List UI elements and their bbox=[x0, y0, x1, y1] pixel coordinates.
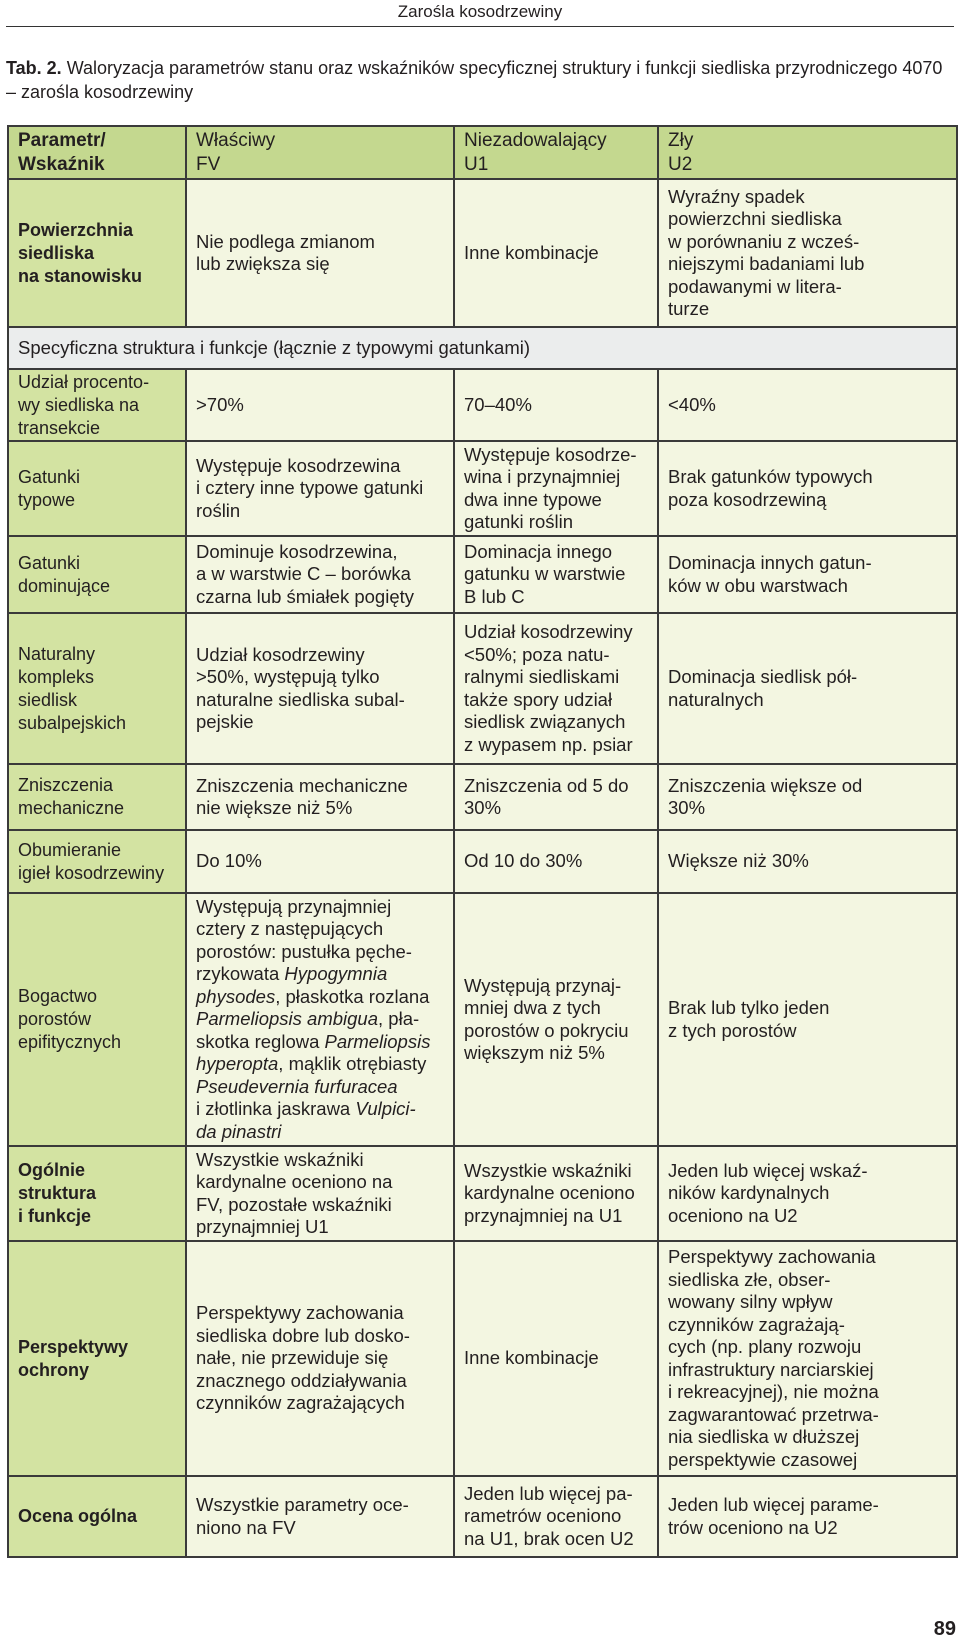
dominant-species-u2 bbox=[658, 536, 957, 613]
text-line: Dominuje kosodrzewina, bbox=[196, 540, 398, 562]
text-line: mechaniczne bbox=[18, 798, 125, 818]
overall-structure-u2 bbox=[658, 1146, 957, 1241]
overall-u1 bbox=[454, 1476, 658, 1557]
text-line: Wyraźny spadek bbox=[668, 185, 805, 207]
text-line: na U1, brak ocen U2 bbox=[464, 1527, 634, 1549]
text-line: 30% bbox=[668, 797, 706, 818]
text-line: Bogactwo bbox=[18, 986, 98, 1006]
text-line: Wskaźnik bbox=[18, 153, 105, 175]
prospects-u1 bbox=[454, 1241, 658, 1476]
text-line: FV bbox=[196, 153, 221, 175]
param-typical-species bbox=[8, 441, 186, 536]
text-line: struktura bbox=[18, 1183, 97, 1203]
text-line: Udział procento- bbox=[18, 371, 150, 392]
text-line: kardynalne oceniono na bbox=[196, 1171, 393, 1192]
text-line: nia siedliska w dłuższej bbox=[668, 1426, 860, 1447]
table-row-prospects bbox=[8, 1241, 957, 1476]
lichens-u2 bbox=[658, 893, 957, 1146]
share-fv bbox=[186, 369, 454, 441]
text-line: Wszystkie parametry oce- bbox=[196, 1494, 409, 1515]
text-line: >50%, występują tylko bbox=[196, 666, 380, 687]
text-line: przynajmniej U1 bbox=[196, 1216, 329, 1237]
running-header: Zarośla kosodrzewiny bbox=[397, 2, 563, 21]
param-needle-dieback bbox=[8, 830, 186, 893]
text-line: siedliska dobre lub dosko- bbox=[196, 1324, 410, 1346]
text-line: Ogólnie bbox=[18, 1160, 85, 1180]
table-caption bbox=[6, 56, 956, 104]
text-line: lub zwiększa się bbox=[196, 253, 330, 274]
text-line: Perspektywy bbox=[18, 1336, 129, 1357]
text-line: Wszystkie wskaźniki bbox=[464, 1159, 632, 1181]
text-line: infrastruktury narciarskiej bbox=[668, 1358, 874, 1380]
text-line: Dominacja innego bbox=[464, 540, 613, 562]
text-line: subalpejskich bbox=[18, 712, 127, 733]
text-line: Parametr/ bbox=[18, 129, 106, 151]
area-fv bbox=[186, 179, 454, 327]
text-line: ochrony bbox=[18, 1359, 90, 1380]
lichens-fv: Występują przynajmniej cztery z następujących porostów: pustułka pęche- rzykowata Hypogymnia physodes, płaskotka rozlana Parmeliopsis ambigua, pła- skotka reglowa Parmeliopsis hyperopta, mąklik otrębiasty Pseudevernia furfuracea i złotlinka jaskrawa Vulpici- da pinastri bbox=[186, 893, 454, 1146]
param-share bbox=[8, 369, 186, 441]
param-lichens bbox=[8, 893, 186, 1146]
param-overall bbox=[8, 1476, 186, 1557]
text-line: rametrów oceniono bbox=[464, 1505, 622, 1527]
mechanical-damage-u1 bbox=[454, 764, 658, 830]
lichens-u1 bbox=[454, 893, 658, 1146]
text-line: roślin bbox=[196, 499, 241, 521]
valuation-table bbox=[7, 125, 958, 1558]
text-line: B lub C bbox=[464, 585, 525, 607]
natural-complex-u1 bbox=[454, 613, 658, 764]
text-line: siedlisk bbox=[18, 689, 78, 710]
text-line: naturalnych bbox=[668, 688, 764, 710]
prospects-u2 bbox=[658, 1241, 957, 1476]
table-row bbox=[8, 764, 957, 830]
table-row-overall-structure bbox=[8, 1146, 957, 1241]
table-row-area bbox=[8, 179, 957, 327]
text-line: siedlisk związanych bbox=[464, 711, 626, 732]
param-area bbox=[8, 179, 186, 327]
text-line: niejszymi badaniami lub bbox=[668, 253, 865, 274]
text-line: Inne kombinacje bbox=[464, 1347, 599, 1369]
param-natural-complex bbox=[8, 613, 186, 764]
text-line: Jeden lub więcej wskaź- bbox=[668, 1159, 868, 1181]
text-line: także spory udział bbox=[464, 688, 613, 710]
text-line: niono na FV bbox=[196, 1516, 296, 1538]
text-line: Udział kosodrzewiny bbox=[464, 621, 633, 642]
table-row bbox=[8, 369, 957, 441]
text-line: porostów o pokryciu bbox=[464, 1019, 629, 1041]
text-line: oceniono na U2 bbox=[668, 1204, 798, 1226]
text-line: Perspektywy zachowania bbox=[196, 1302, 404, 1324]
text-line: mniej dwa z tych bbox=[464, 997, 601, 1018]
text-line: pejskie bbox=[196, 711, 254, 732]
text-line: Zniszczenia od 5 do bbox=[464, 774, 629, 796]
header-fv bbox=[186, 126, 454, 179]
text-line: poza kosodrzewiną bbox=[668, 488, 827, 510]
header-parameter bbox=[8, 126, 186, 179]
text-line: Większe niż 30% bbox=[668, 850, 809, 872]
param-dominant-species bbox=[8, 536, 186, 613]
caption-label: Tab. 2. bbox=[6, 58, 62, 78]
text-line: Gatunki bbox=[18, 466, 81, 487]
section-title: Specyficzna struktura i funkcje (łącznie z typowymi gatunkami) bbox=[8, 327, 957, 369]
text-line: Zniszczenia bbox=[18, 775, 114, 795]
text-line: Powierzchnia bbox=[18, 219, 134, 240]
typical-species-u1 bbox=[454, 441, 658, 536]
table-header-row bbox=[8, 126, 957, 179]
text-line: Obumieranie bbox=[18, 839, 122, 860]
caption-text: Waloryzacja parametrów stanu oraz wskaźników specyficznej struktury i funkcji siedliska przyrodniczego 4070 – zarośla kosodrzewiny bbox=[6, 58, 943, 102]
text-line: i funkcje bbox=[18, 1206, 92, 1226]
text-line: siedliska złe, obser- bbox=[668, 1268, 831, 1290]
table-row-lichens bbox=[8, 893, 957, 1146]
text-line: FV, pozostałe wskaźniki bbox=[196, 1193, 392, 1215]
text-line: Dominacja siedlisk pół- bbox=[668, 666, 858, 687]
section-row bbox=[8, 327, 957, 369]
text-line: wowany silny wpływ bbox=[668, 1291, 833, 1312]
natural-complex-fv bbox=[186, 613, 454, 764]
text-line: >70% bbox=[196, 393, 244, 415]
table-row-overall bbox=[8, 1476, 957, 1557]
text-line: Występują przynaj- bbox=[464, 974, 622, 996]
text-line: znacznego oddziaływania bbox=[196, 1369, 407, 1391]
header-rule bbox=[6, 26, 954, 27]
text-line: naturalne siedliska subal- bbox=[196, 688, 405, 710]
text-line: Ocena ogólna bbox=[18, 1506, 138, 1526]
text-line: zagwarantować przetrwa- bbox=[668, 1403, 879, 1425]
needle-dieback-fv bbox=[186, 830, 454, 893]
text-line: 30% bbox=[464, 797, 502, 818]
table-row bbox=[8, 536, 957, 613]
text-line: na stanowisku bbox=[18, 265, 143, 286]
text-line: cych (np. plany rozwoju bbox=[668, 1336, 862, 1357]
dominant-species-fv bbox=[186, 536, 454, 613]
text-line: Jeden lub więcej parame- bbox=[668, 1494, 879, 1515]
text-line: typowe bbox=[18, 489, 76, 510]
param-mechanical-damage bbox=[8, 764, 186, 830]
text-line: nałe, nie przewiduje się bbox=[196, 1347, 389, 1369]
text-line: 70–40% bbox=[464, 393, 532, 415]
share-u1 bbox=[454, 369, 658, 441]
text-line: dwa inne typowe bbox=[464, 488, 602, 510]
text-line: ków w obu warstwach bbox=[668, 574, 848, 596]
share-u2 bbox=[658, 369, 957, 441]
area-u2 bbox=[658, 179, 957, 327]
table-row bbox=[8, 441, 957, 536]
text-line: nie większe niż 5% bbox=[196, 797, 353, 818]
page-number: 89 bbox=[933, 1618, 956, 1640]
text-line: czynników zagrażających bbox=[196, 1392, 405, 1414]
param-overall-structure bbox=[8, 1146, 186, 1241]
text-line: dominujące bbox=[18, 575, 111, 596]
text-line: ralnymi siedliskami bbox=[464, 666, 620, 687]
text-line: Niezadowalający bbox=[464, 129, 607, 151]
table-row bbox=[8, 613, 957, 764]
text-line: i rekreacyjnej), nie można bbox=[668, 1381, 879, 1402]
header-u1 bbox=[454, 126, 658, 179]
text-line: z tych porostów bbox=[668, 1019, 797, 1041]
text-line: porostów bbox=[18, 1009, 92, 1029]
natural-complex-u2 bbox=[658, 613, 957, 764]
text-line: a w warstwie C – borówka bbox=[196, 563, 411, 585]
overall-u2 bbox=[658, 1476, 957, 1557]
text-line: Występuje kosodrze- bbox=[464, 443, 637, 465]
typical-species-fv bbox=[186, 441, 454, 536]
text-line: kompleks bbox=[18, 666, 95, 687]
prospects-fv bbox=[186, 1241, 454, 1476]
text-line: z wypasem np. psiar bbox=[464, 733, 633, 755]
text-line: Zniszczenia mechaniczne bbox=[196, 774, 408, 796]
text-line: perspektywie czasowej bbox=[668, 1448, 858, 1470]
text-line: Gatunki bbox=[18, 552, 81, 573]
text-line: Naturalny bbox=[18, 643, 96, 664]
text-line: Inne kombinacje bbox=[464, 241, 599, 263]
text-line: Brak lub tylko jeden bbox=[668, 997, 830, 1018]
text-line: transekcie bbox=[18, 417, 101, 438]
text-line: kardynalne oceniono bbox=[464, 1182, 635, 1204]
text-line: siedliska bbox=[18, 242, 95, 263]
text-line: gatunku w warstwie bbox=[464, 563, 626, 585]
text-line: przynajmniej na U1 bbox=[464, 1204, 623, 1226]
typical-species-u2 bbox=[658, 441, 957, 536]
text-line: Występuje kosodrzewina bbox=[196, 454, 401, 476]
text-line: Perspektywy zachowania bbox=[668, 1246, 876, 1267]
text-line: Udział kosodrzewiny bbox=[196, 643, 365, 665]
text-line: Jeden lub więcej pa- bbox=[464, 1482, 633, 1504]
text-line: gatunki roślin bbox=[464, 511, 574, 532]
text-line: w porównaniu z wcześ- bbox=[668, 230, 860, 252]
dominant-species-u1 bbox=[454, 536, 658, 613]
mechanical-damage-fv bbox=[186, 764, 454, 830]
header-u2 bbox=[658, 126, 957, 179]
text-line: U2 bbox=[668, 153, 693, 175]
text-line: turze bbox=[668, 298, 710, 319]
area-u1 bbox=[454, 179, 658, 327]
text-line: U1 bbox=[464, 153, 489, 175]
text-line: czarna lub śmiałek pogięty bbox=[196, 585, 414, 607]
overall-structure-fv bbox=[186, 1146, 454, 1241]
text-line: Właściwy bbox=[196, 129, 276, 151]
text-line: Brak gatunków typowych bbox=[668, 466, 873, 487]
text-line: Zły bbox=[668, 129, 694, 151]
text-line: Wszystkie wskaźniki bbox=[196, 1148, 364, 1170]
text-line: większym niż 5% bbox=[464, 1042, 605, 1063]
text-line: igieł kosodrzewiny bbox=[18, 862, 165, 883]
mechanical-damage-u2 bbox=[658, 764, 957, 830]
text-line: epifitycznych bbox=[18, 1032, 122, 1052]
text-line: powierzchni siedliska bbox=[668, 208, 842, 229]
text-line: Dominacja innych gatun- bbox=[668, 552, 872, 573]
text-line: i cztery inne typowe gatunki bbox=[196, 477, 424, 499]
text-line: <50%; poza natu- bbox=[464, 643, 610, 665]
text-line: wy siedliska na bbox=[18, 394, 140, 415]
param-prospects bbox=[8, 1241, 186, 1476]
text-line: Od 10 do 30% bbox=[464, 850, 583, 872]
text-line: Do 10% bbox=[196, 850, 262, 872]
text-line: podawanymi w litera- bbox=[668, 275, 842, 297]
text-line: Zniszczenia większe od bbox=[668, 774, 863, 796]
text-line: trów oceniono na U2 bbox=[668, 1516, 838, 1538]
table-row bbox=[8, 830, 957, 893]
text-line: czynników zagrażają- bbox=[668, 1313, 845, 1335]
text-line: wina i przynajmniej bbox=[464, 466, 621, 487]
text-line: Nie podlega zmianom bbox=[196, 230, 375, 252]
text-line: <40% bbox=[668, 393, 716, 415]
overall-structure-u1 bbox=[454, 1146, 658, 1241]
overall-fv bbox=[186, 1476, 454, 1557]
text-line: ników kardynalnych bbox=[668, 1182, 830, 1204]
needle-dieback-u2 bbox=[658, 830, 957, 893]
needle-dieback-u1 bbox=[454, 830, 658, 893]
